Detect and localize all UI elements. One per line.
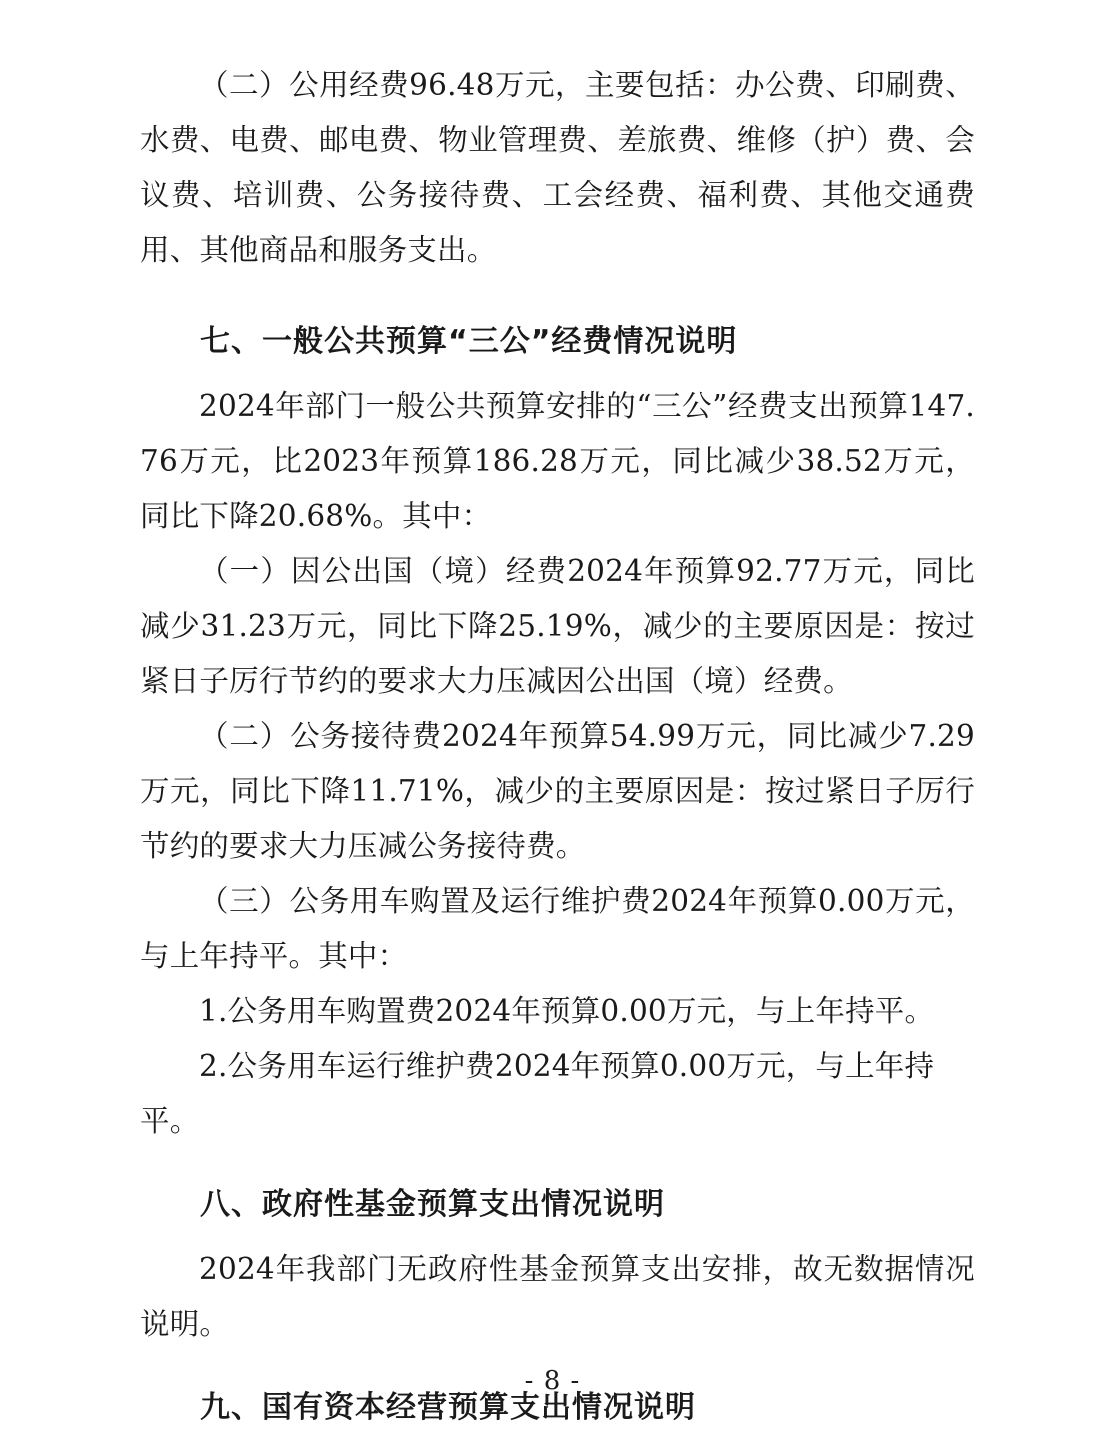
paragraph-government-fund: 2024年我部门无政府性基金预算支出安排，故无数据情况说明。 (140, 1252, 975, 1341)
paragraph-public-expenses: （二）公用经费96.48万元，主要包括：办公费、印刷费、水费、电费、邮电费、物业管理费、差旅费、维修（护）费、会议费、培训费、公务接待费、工会经费、福利费、其他交通费用、其他商品和服务支出。 (140, 68, 975, 267)
page-number: - 8 - (524, 1366, 581, 1396)
spacer (140, 1352, 975, 1364)
paragraph-official-vehicles: （三）公务用车购置及运行维护费2024年预算0.00万元，与上年持平。其中： (140, 884, 975, 973)
paragraph-overseas-travel: （一）因公出国（境）经费2024年预算92.77万元，同比减少31.23万元，同比下降25.19%，减少的主要原因是：按过紧日子厉行节约的要求大力压减因公出国（境）经费。 (140, 554, 975, 698)
paragraph-official-reception: （二）公务接待费2024年预算54.99万元，同比减少7.29万元，同比下降11.71%，减少的主要原因是：按过紧日子厉行节约的要求大力压减公务接待费。 (140, 719, 975, 863)
list-item-vehicle-maintenance: 2.公务用车运行维护费2024年预算0.00万元，与上年持平。 (140, 1049, 935, 1138)
spacer (140, 278, 975, 298)
paragraph-three-public-total: 2024年部门一般公共预算安排的“三公”经费支出预算147.76万元，比2023年预算186.28万元，同比减少38.52万元，同比下降20.68%。其中： (140, 389, 975, 533)
list-item-vehicle-purchase: 1.公务用车购置费2024年预算0.00万元，与上年持平。 (199, 994, 935, 1028)
section-heading-nine: 九、国有资本经营预算支出情况说明 (200, 1390, 696, 1425)
spacer (140, 1149, 975, 1161)
section-heading-seven: 七、一般公共预算“三公”经费情况说明 (200, 324, 738, 359)
section-heading-eight: 八、政府性基金预算支出情况说明 (200, 1187, 665, 1222)
